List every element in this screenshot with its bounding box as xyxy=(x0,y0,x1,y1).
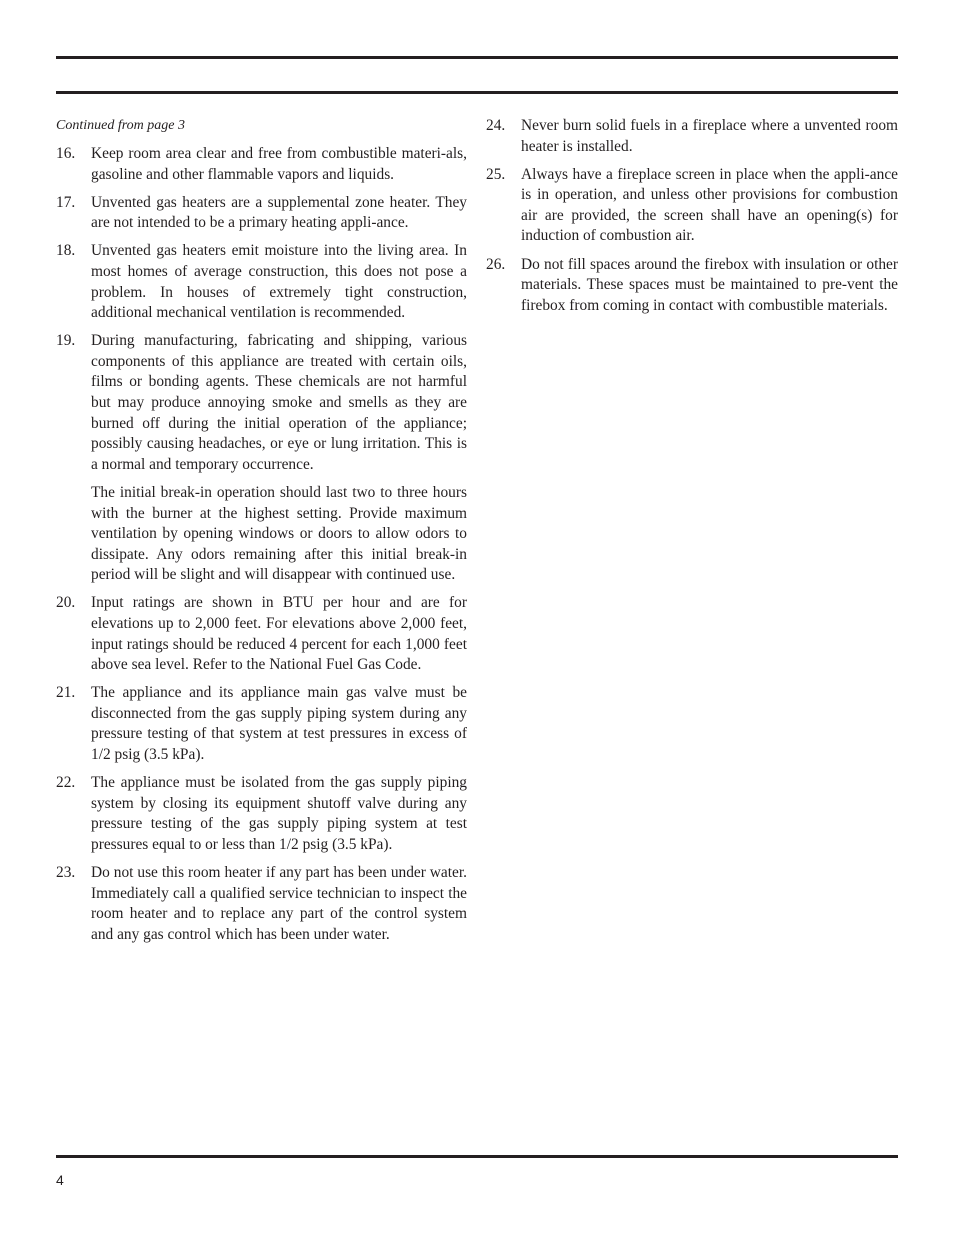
item-paragraph: Do not fill spaces around the firebox with insulation or other materials. These spaces must be maintained to pre-vent the firebox from coming in contact with combustible materials. xyxy=(521,255,898,314)
continued-note: Continued from page 3 xyxy=(56,118,185,133)
item-body xyxy=(91,683,467,765)
item-number: 16. xyxy=(56,145,76,162)
item-paragraph: Do not use this room heater if any part has been under water. Immediately call a qualified service technician to inspect the room heater and to replace any part of the control system and any gas control which has been under water. xyxy=(91,864,467,943)
item-number: 20. xyxy=(56,594,76,612)
list-item xyxy=(56,331,467,586)
item-body xyxy=(91,331,467,586)
item-number: 22. xyxy=(56,774,76,792)
item-body xyxy=(91,863,467,945)
item-paragraph: Always have a fireplace screen in place when the appli-ance is in operation, and unless other provisions for combustion air are provided, the screen shall have an opening(s) for induction of combustion air. xyxy=(521,165,898,245)
list-item xyxy=(486,116,898,157)
item-paragraph: Never burn solid fuels in a fireplace where a unvented room heater is installed. xyxy=(521,117,898,155)
item-paragraph: The initial break-in operation should last two to three hours with the burner at the highest setting. Provide maximum ventilation by opening windows or doors to allow odors to dissipate. Any odors remaining after this initial break-in period will be slight and will disappear with continued use. xyxy=(91,483,467,584)
item-number: 23. xyxy=(56,864,76,881)
item-number: 21. xyxy=(56,684,76,702)
item-paragraph: The appliance must be isolated from the gas supply piping system by closing its equipment shutoff valve during any pressure testing of the gas supply piping system at test pressures equal to or less than 1/2 psig (3.5 kPa). xyxy=(91,774,467,853)
item-number: 17. xyxy=(56,193,76,211)
item-body xyxy=(91,773,467,855)
list-item xyxy=(56,193,467,234)
list-item xyxy=(56,863,467,945)
left-column xyxy=(56,116,467,953)
right-column xyxy=(486,116,898,324)
item-paragraph: Unvented gas heaters emit moisture into the living area. In most homes of average construction, this does not pose a problem. In houses of extremely tight construction, additional mechanical ventilation is recommended. xyxy=(91,242,467,322)
item-paragraph: Keep room area clear and free from combustible materi-als, gasoline and other flammable vapors and liquids. xyxy=(91,145,467,183)
right-item-list xyxy=(486,116,898,316)
item-paragraph: Input ratings are shown in BTU per hour and are for elevations up to 2,000 feet. For elevations above 2,000 feet, input ratings should be reduced 4 percent for each 1,000 feet above sea level. Refer to the National Fuel Gas Code. xyxy=(91,594,467,674)
list-item xyxy=(56,593,467,675)
item-number: 24. xyxy=(486,117,506,134)
left-item-list xyxy=(56,144,467,945)
item-number: 19. xyxy=(56,332,76,350)
item-body xyxy=(521,116,898,157)
item-paragraph: During manufacturing, fabricating and shipping, various components of this appliance are treated with certain oils, films or bonding agents. These chemicals are not harmful but may produce annoying smoke and smells as they are burned off during the initial operation of the appliance; possibly causing headaches, or eye or lung irritation. This is a normal and temporary occurrence. xyxy=(91,332,467,473)
list-item xyxy=(56,144,467,185)
list-item xyxy=(56,773,467,855)
item-body xyxy=(521,255,898,317)
page-number: 4 xyxy=(56,1172,64,1188)
header-rule-bottom xyxy=(56,91,898,94)
item-paragraph: The appliance and its appliance main gas valve must be disconnected from the gas supply piping system during any pressure testing of that system at test pressures in excess of 1/2 psig (3.5 kPa). xyxy=(91,684,467,764)
item-body xyxy=(91,144,467,185)
item-number: 18. xyxy=(56,242,76,260)
item-number: 25. xyxy=(486,165,506,183)
item-body xyxy=(91,193,467,234)
item-body xyxy=(521,165,898,247)
list-item xyxy=(486,255,898,317)
list-item xyxy=(56,241,467,323)
footer-rule xyxy=(56,1155,898,1158)
list-item xyxy=(56,683,467,765)
item-number: 26. xyxy=(486,255,506,273)
item-body xyxy=(91,593,467,675)
item-paragraph: Unvented gas heaters are a supplemental zone heater. They are not intended to be a primary heating appli-ance. xyxy=(91,193,467,232)
item-body xyxy=(91,241,467,323)
header-rule-top xyxy=(56,56,898,59)
list-item xyxy=(486,165,898,247)
